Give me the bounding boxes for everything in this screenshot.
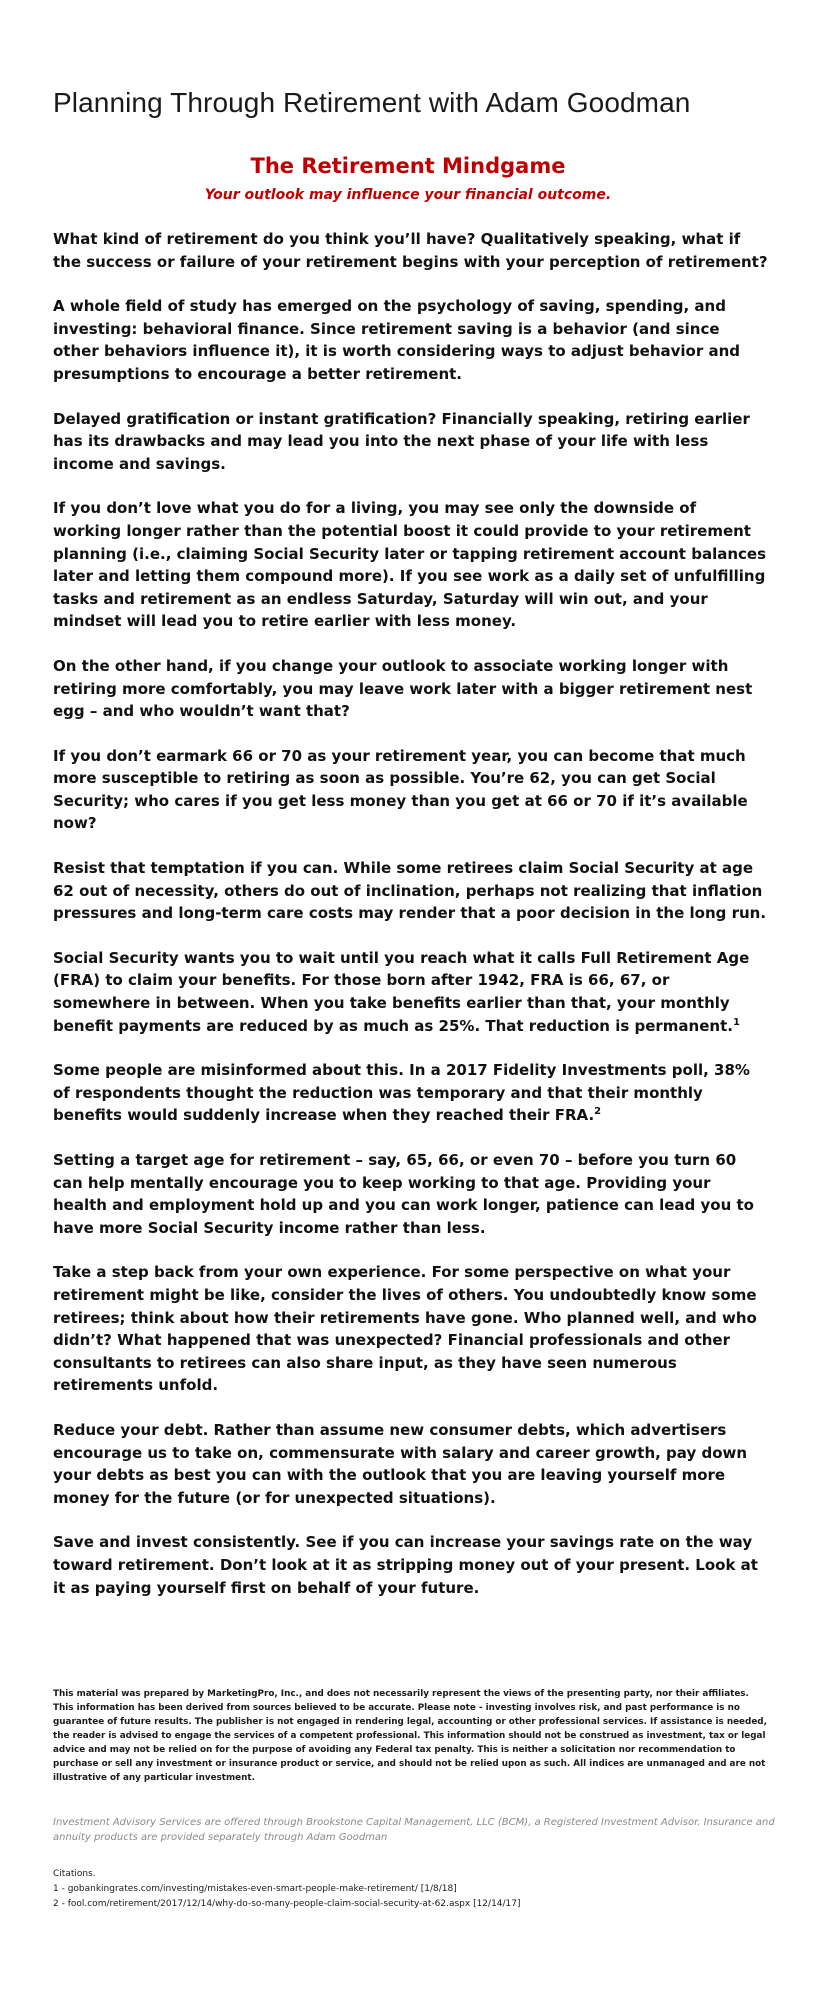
citations-label: Citations. <box>53 1869 96 1879</box>
footnote-mark-2: 2 <box>594 1106 602 1118</box>
paragraph-8-text: Social Security wants you to wait until you reach what it calls Full Retirement Age (FRA) to claim your benefits. For those born after 1942, FRA is 66, 67, or somewhere in between. When you take benefits earlier than that, your monthly benefit payments are reduced by as much as 25%. That reduction is permanent. <box>53 948 750 1035</box>
paragraph-10: Setting a target age for retirement – say, 65, 66, or even 70 – before you turn 60 can help mentally encourage you to keep working to that age. Providing your health and employment hold up and you can work longer, patience can lead you to have more Social Security income rather than less. <box>53 1151 754 1237</box>
legal-disclaimer: This material was prepared by MarketingPro, Inc., and does not necessarily represent the views of the presenting party, nor their affiliates. This information has been derived from sources believed to be accurate. Please note - investing involves risk, and past performance is no guarantee of future results. The publisher is not engaged in rendering legal, accounting or other professional services. If assistance is needed, the reader is advised to engage the services of a competent professional. This information should not be construed as investment, tax or legal advice and may not be relied on for the purpose of avoiding any Federal tax penalty. This is neither a solicitation nor recommendation to purchase or sell any investment or insurance product or service, and should not be relied upon as such. All indices are unmanaged and are not illustrative of any particular investment. <box>53 1689 767 1783</box>
paragraph-9-text: Some people are misinformed about this. In a 2017 Fidelity Investments poll, 38% of respondents thought the reduction was temporary and that their monthly benefits would suddenly increase when they reached their FRA. <box>53 1061 750 1125</box>
article-title: The Retirement Mindgame <box>250 154 566 178</box>
paragraph-12: Reduce your debt. Rather than assume new consumer debts, which advertisers encourage us to take on, commensurate with salary and career growth, pay down your debts as best you can with the outlook that you are leaving yourself more money for the future (or for unexpected situations). <box>53 1420 748 1507</box>
paragraph-1: What kind of retirement do you think you’ll have? Qualitatively speaking, what if the success or failure of your retirement begins with your perception of retirement? <box>53 230 768 271</box>
paragraph-8 <box>53 947 769 1037</box>
paragraph-11: Take a step back from your own experience. For some perspective on what your retirement might be like, consider the lives of others. You undoubtedly know some retirees; think about how their retirements have gone. Who planned well, and who didn’t? What happened that was unexpected? Financial professionals and other consultants to retirees can also share input, as they have seen numerous retirements unfold. <box>53 1263 757 1395</box>
advisory-notice: Investment Advisory Services are offered through Brookstone Capital Management, LLC (BCM), a Registered Investment Advisor. Insurance and annuity products are provided separately through Adam Goodman <box>53 1817 775 1843</box>
paragraph-13: Save and invest consistently. See if you can increase your savings rate on the way toward retirement. Don’t look at it as stripping money out of your present. Look at it as paying yourself first on behalf of your future. <box>53 1533 758 1597</box>
paragraph-5: On the other hand, if you change your outlook to associate working longer with retiring more comfortably, you may leave work later with a bigger retirement nest egg – and who wouldn’t want that? <box>53 656 753 721</box>
page-header-title: Planning Through Retirement with Adam Goodman <box>53 87 691 118</box>
footnote-mark-1: 1 <box>732 1016 740 1028</box>
paragraph-9 <box>53 1059 769 1127</box>
article-body <box>53 228 769 1621</box>
paragraph-7: Resist that temptation if you can. While some retirees claim Social Security at age 62 out of necessity, others do out of inclination, perhaps not realizing that inflation pressures and long-term care costs may render that a poor decision in the long run. <box>53 859 767 923</box>
article-subtitle: Your outlook may influence your financial outcome. <box>204 187 612 203</box>
citations-block <box>53 1867 769 1912</box>
paragraph-2: A whole field of study has emerged on the psychology of saving, spending, and investing: behavioral finance. Since retirement saving is a behavior (and since other behaviors influence it), it is worth considering ways to adjust behavior and presumptions to encourage a better retirement. <box>53 297 741 383</box>
paragraph-4: If you don’t love what you do for a living, you may see only the downside of working longer rather than the potential boost it could provide to your retirement planning (i.e., claiming Social Security later or tapping retirement account balances later and letting them compound more). If you see work as a daily set of unfulfilling tasks and retirement as an endless Saturday, Saturday will win out, and your mindset will lead you to retire earlier with less money. <box>53 499 766 631</box>
citation-item-1: 1 - gobankingrates.com/investing/mistakes-even-smart-people-make-retirement/ [1/8/18] <box>53 1884 457 1894</box>
paragraph-6: If you don’t earmark 66 or 70 as your retirement year, you can become that much more susceptible to retiring as soon as possible. You’re 62, you can get Social Security; who cares if you get less money than you get at 66 or 70 if it’s available now? <box>53 746 748 833</box>
paragraph-3: Delayed gratification or instant gratification? Financially speaking, retiring earlier has its drawbacks and may lead you into the next phase of your life with less income and savings. <box>53 409 750 473</box>
citation-item-2: 2 - fool.com/retirement/2017/12/14/why-do-so-many-people-claim-social-security-at-62.aspx [12/14/17] <box>53 1899 521 1909</box>
